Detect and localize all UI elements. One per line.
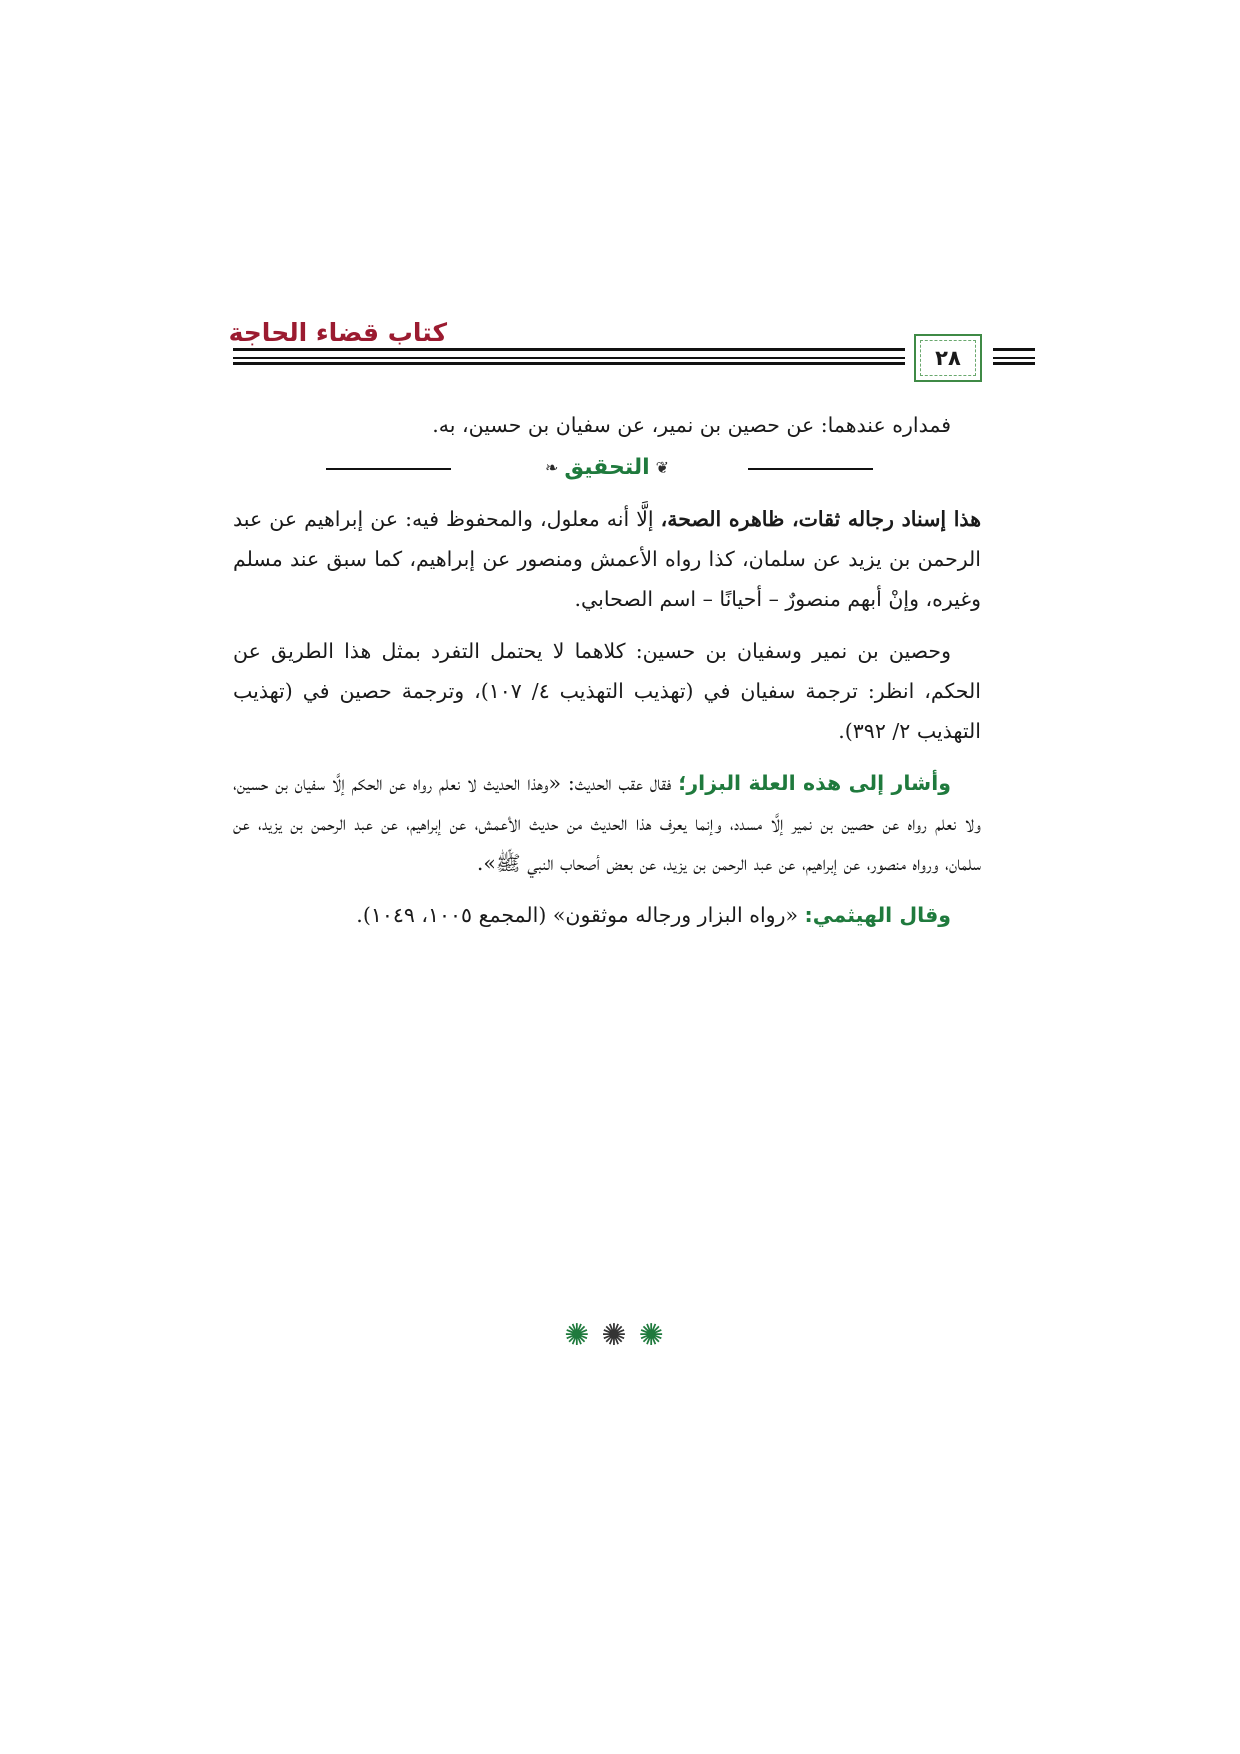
paragraph-3: [233, 763, 981, 883]
page-number-badge: [914, 334, 982, 382]
divider-line-left: [326, 468, 451, 470]
paragraph-3-text: فقال عقب الحديث: «وهذا الحديث لا نعلم رواه عن الحكم إلَّا سفيان بن حسين، ولا نعلم رواه عن حصين بن نمير إلَّا مسدد، وإنما يعرف هذا الحديث من حديث الأعمش، عن إبراهيم، عن عبد الرحمن بن يزيد، عن سلمان، ورواه منصور، عن إبراهيم، عن عبد الرحمن بن يزيد، عن بعض أصحاب النبي ﷺ».: [233, 771, 981, 875]
badge-frame: [920, 340, 976, 376]
paragraph-3-lead: وأشار إلى هذه العلة البزار؛: [678, 771, 951, 795]
section-divider: [233, 447, 981, 489]
star-ornament-icon: ✺: [564, 1318, 602, 1353]
paragraph-4-lead: وقال الهيثمي:: [804, 903, 951, 927]
ornament-icon: ❧: [544, 458, 559, 477]
book-title: كتاب قضاء الحاجة: [228, 318, 447, 347]
paragraph-4: [233, 895, 981, 935]
star-ornament-icon: ✺: [601, 1318, 639, 1353]
page-number: ٢٨: [935, 346, 961, 370]
paragraph-1-lead: هذا إسناد رجاله ثقات، ظاهره الصحة،: [660, 507, 982, 531]
main-text: [233, 405, 981, 935]
paragraph-4-text: «رواه البزار ورجاله موثقون» (المجمع ١٠٠٥، ١٠٤٩).: [356, 903, 805, 927]
end-ornament: [0, 1318, 1240, 1353]
star-ornament-icon: ✺: [638, 1318, 676, 1353]
section-title: التحقيق: [564, 455, 650, 480]
paragraph-1: [233, 499, 981, 619]
intro-paragraph: فمداره عندهما: عن حصين بن نمير، عن سفيان بن حسين، به.: [432, 413, 951, 437]
paragraph-1-text: إلَّا أنه معلول، والمحفوظ فيه: عن إبراهيم عن عبد الرحمن بن يزيد عن سلمان، كذا رواه الأعمش ومنصور عن إبراهيم، كما سبق عند مسلم وغيره، وإنْ أبهم منصورٌ – أحيانًا – اسم الصحابي.: [233, 507, 981, 611]
ornament-icon: ❦: [655, 458, 670, 477]
paragraph-2: وحصين بن نمير وسفيان بن حسين: كلاهما لا يحتمل التفرد بمثل هذا الطريق عن الحكم، انظر: ترجمة سفيان في (تهذيب التهذيب ٤/ ١٠٧)، وترجمة حصين في (تهذيب التهذيب ٢/ ٣٩٢).: [233, 639, 981, 743]
divider-line-right: [748, 468, 873, 470]
